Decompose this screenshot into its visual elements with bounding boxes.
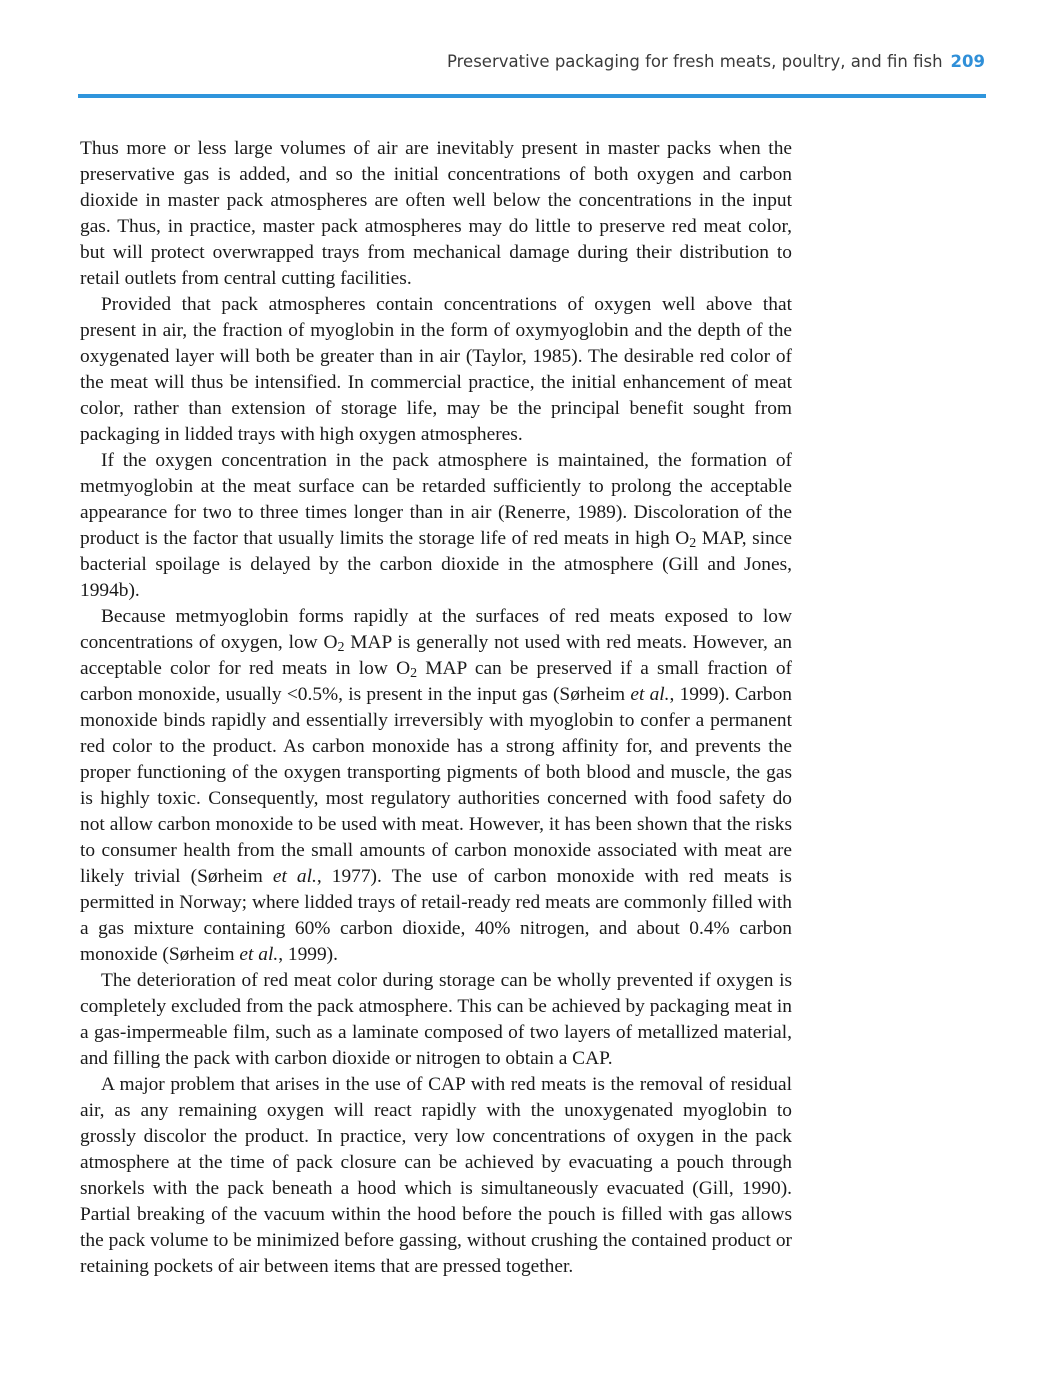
body-text bbox=[80, 136, 792, 1280]
running-header bbox=[447, 52, 985, 71]
subscript: 2 bbox=[337, 640, 345, 656]
running-title: Preservative packaging for fresh meats, poultry, and fin fish bbox=[446, 52, 943, 71]
paragraph-text: Thus more or less large volumes of air are inevitably present in master packs when the preservative gas is added, and so the initial concentrations of both oxygen and carbon dioxide in master pack atmospheres are often well below the concentrations in the input gas. Thus, in practice, master pack atmospheres may do little to preserve red meat color, but will protect overwrapped trays from mechanical damage during their distribution to retail outlets from central cutting facilities. bbox=[80, 138, 792, 289]
subscript: 2 bbox=[689, 536, 697, 552]
paragraph bbox=[80, 968, 792, 1072]
citation-etal: et al. bbox=[272, 866, 317, 887]
paragraph-text: MAP, since bacterial spoilage is delayed by the carbon dioxide in the atmosphere (Gill and Jones, 1994b). bbox=[80, 528, 792, 601]
paragraph-text: Because metmyoglobin forms rapidly at the surfaces of red meats exposed to low concentrations of oxygen, low O bbox=[80, 606, 792, 653]
citation-etal: et al. bbox=[239, 944, 279, 965]
page-number: 209 bbox=[950, 52, 985, 71]
paragraph bbox=[80, 292, 792, 448]
citation-etal: et al. bbox=[630, 684, 670, 705]
subscript: 2 bbox=[410, 666, 418, 682]
paragraph-text: A major problem that arises in the use of CAP with red meats is the removal of residual air, as any remaining oxygen will react rapidly with the unoxygenated myoglobin to grossly discolor the product. In practice, very low concentrations of oxygen in the pack atmosphere at the time of pack closure can be achieved by evacuating a pouch through snorkels with the pack beneath a hood which is simultaneously evacuated (Gill, 1990). Partial breaking of the vacuum within the hood before the pouch is filled with gas allows the pack volume to be minimized before gassing, without crushing the contained product or retaining pockets of air between items that are pressed together. bbox=[80, 1074, 792, 1277]
paragraph-text: , 1999). Carbon monoxide binds rapidly and essentially irreversibly with myoglobin to confer a permanent red color to the product. As carbon monoxide has a strong affinity for, and prevents the proper functioning of the oxygen transporting pigments of both blood and muscle, the gas is highly toxic. Consequently, most regulatory authorities concerned with food safety do not allow carbon monoxide to be used with meat. However, it has been shown that the risks to consumer health from the small amounts of carbon monoxide associated with meat are likely trivial (Sørheim bbox=[80, 684, 792, 887]
header-rule bbox=[78, 94, 986, 98]
paragraph bbox=[80, 136, 792, 292]
paragraph-text: If the oxygen concentration in the pack atmosphere is maintained, the formation of metmyoglobin at the meat surface can be retarded sufficiently to prolong the acceptable appearance for two to three times longer than in air (Renerre, 1989). Discoloration of the product is the factor that usually limits the storage life of red meats in high O bbox=[80, 450, 792, 549]
paragraph-text: MAP can be preserved if a small fraction of carbon monoxide, usually <0.5%, is present in the input gas (Sørheim bbox=[80, 658, 792, 705]
paragraph bbox=[80, 448, 792, 604]
paragraph-text: Provided that pack atmospheres contain concentrations of oxygen well above that present in air, the fraction of myoglobin in the form of oxymyoglobin and the depth of the oxygenated layer will both be greater than in air (Taylor, 1985). The desirable red color of the meat will thus be intensified. In commercial practice, the initial enhancement of meat color, rather than extension of storage life, may be the principal benefit sought from packaging in lidded trays with high oxygen atmospheres. bbox=[80, 294, 792, 445]
paragraph-text: , 1999). bbox=[278, 944, 338, 965]
paragraph bbox=[80, 1072, 792, 1280]
paragraph-text: The deterioration of red meat color during storage can be wholly prevented if oxygen is completely excluded from the pack atmosphere. This can be achieved by packaging meat in a gas-impermeable film, such as a laminate composed of two layers of metallized material, and filling the pack with carbon dioxide or nitrogen to obtain a CAP. bbox=[80, 970, 792, 1069]
paragraph-text: , 1977). The use of carbon monoxide with red meats is permitted in Norway; where lidded trays of retail-ready red meats are commonly filled with a gas mixture containing 60% carbon dioxide, 40% nitrogen, and about 0.4% carbon monoxide (Sørheim bbox=[80, 866, 792, 965]
paragraph bbox=[80, 604, 792, 968]
paragraph-text: MAP is generally not used with red meats. However, an acceptable color for red meats in low O bbox=[80, 632, 792, 679]
